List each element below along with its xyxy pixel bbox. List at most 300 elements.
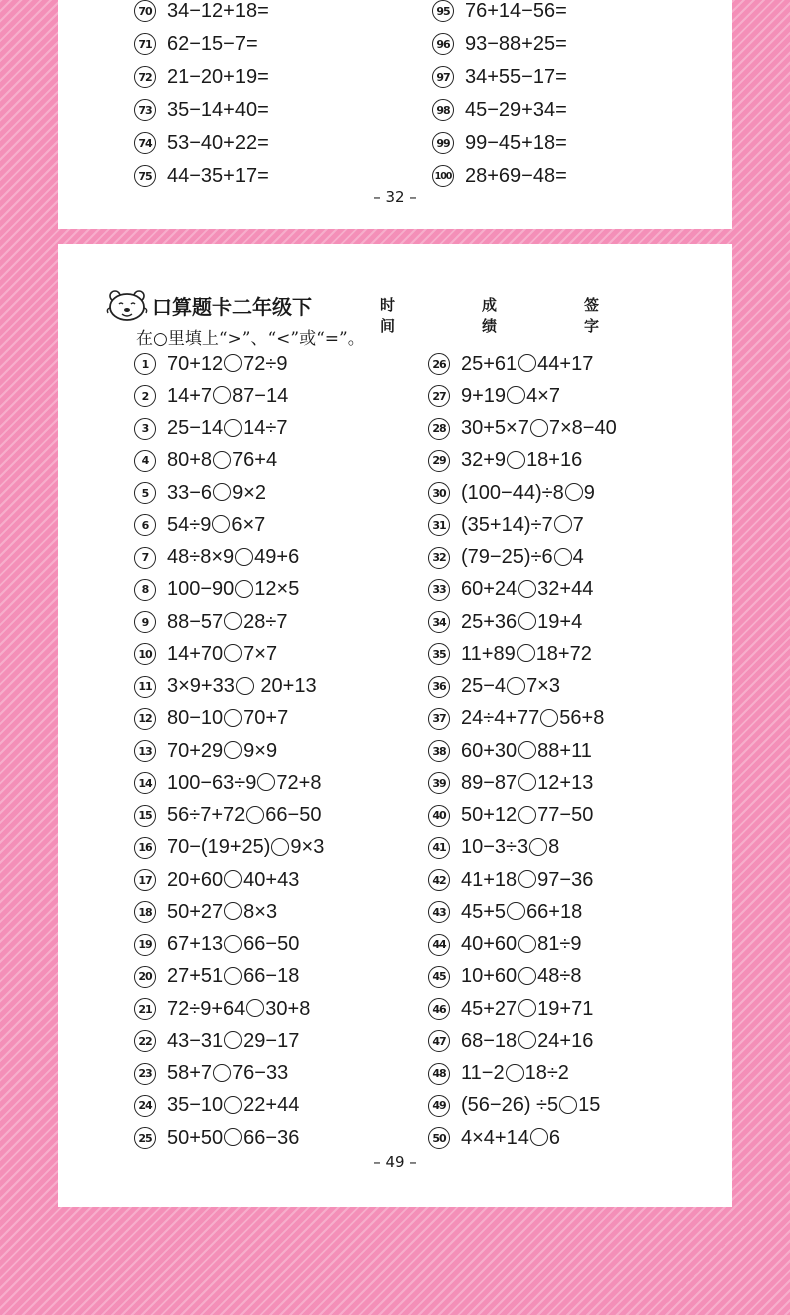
right-expression: 4: [572, 546, 584, 568]
answer-circle-blank[interactable]: [518, 870, 536, 888]
left-expression: 80−10: [167, 707, 224, 730]
left-expression: (79−25)÷6: [461, 546, 553, 568]
right-expression: 72÷9: [243, 352, 288, 375]
comparison-expression: [167, 707, 288, 730]
comparison-problem: [134, 768, 321, 798]
problem-number: 97: [432, 66, 454, 88]
answer-circle-blank[interactable]: [540, 709, 558, 727]
arithmetic-problem: [432, 29, 567, 59]
right-expression: 97−36: [537, 868, 594, 891]
comparison-problem: [428, 1026, 593, 1056]
comparison-problem: [428, 381, 560, 411]
comparison-problem: [428, 801, 593, 831]
comparison-expression: [461, 675, 560, 698]
comparison-expression: [167, 385, 288, 408]
answer-circle-blank[interactable]: [213, 386, 231, 404]
comparison-expression: [167, 514, 265, 537]
problem-number: 6: [134, 514, 156, 536]
comparison-expression: [167, 578, 299, 601]
problem-number: 13: [134, 740, 156, 762]
comparison-problem: [134, 833, 324, 863]
right-expression: 49+6: [254, 546, 300, 568]
left-expression: 43−31: [167, 1029, 224, 1052]
problem-number: 16: [134, 837, 156, 859]
comparison-problem: [428, 1091, 600, 1121]
left-expression: 70+29: [167, 739, 224, 762]
problem-number: 14: [134, 772, 156, 794]
right-expression: 28÷7: [243, 610, 288, 633]
problem-number: 42: [428, 869, 450, 891]
answer-circle-blank[interactable]: [246, 806, 264, 824]
left-expression: 27+51: [167, 965, 224, 988]
left-expression: 67+13: [167, 933, 224, 955]
comparison-expression: [461, 385, 560, 408]
arithmetic-problem: [134, 62, 269, 92]
arithmetic-problem: [134, 0, 269, 26]
left-expression: 25−4: [461, 675, 507, 697]
answer-circle-blank[interactable]: [507, 386, 525, 404]
right-expression: 22+44: [243, 1094, 300, 1117]
comparison-expression: [461, 1030, 593, 1053]
comparison-problem: [134, 1026, 299, 1056]
left-expression: 11+89: [461, 642, 516, 665]
right-expression: 81÷9: [537, 933, 582, 955]
answer-circle-blank[interactable]: [246, 999, 264, 1017]
comparison-problem: [134, 672, 317, 702]
comparison-expression: [167, 836, 324, 859]
problem-expression: 93−88+25=: [465, 32, 567, 55]
problem-number: 96: [432, 33, 454, 55]
comparison-expression: [167, 482, 266, 505]
answer-circle-blank[interactable]: [518, 612, 536, 630]
problem-expression: 62−15−7=: [167, 32, 258, 55]
arithmetic-problem: [432, 161, 567, 191]
problem-number: 17: [134, 869, 156, 891]
answer-circle-blank[interactable]: [518, 935, 536, 953]
comparison-expression: [461, 740, 592, 763]
right-expression: 87−14: [232, 384, 289, 407]
answer-circle-blank[interactable]: [224, 1096, 242, 1114]
right-expression: 15: [578, 1094, 601, 1117]
answer-circle-blank[interactable]: [235, 548, 253, 566]
arithmetic-problem: [432, 95, 567, 125]
problem-number: 73: [134, 99, 156, 121]
comparison-problem: [428, 994, 593, 1024]
answer-circle-blank[interactable]: [518, 354, 536, 372]
comparison-problem: [428, 865, 593, 895]
comparison-problem: [134, 381, 288, 411]
right-expression: 76+4: [232, 449, 278, 472]
right-expression: 66−50: [265, 804, 322, 826]
left-expression: 58+7: [167, 1062, 213, 1084]
problem-number: 72: [134, 66, 156, 88]
comparison-problem: [428, 478, 595, 508]
left-expression: 20+60: [167, 868, 224, 891]
comparison-expression: [461, 353, 593, 376]
answer-circle-blank[interactable]: [507, 451, 525, 469]
left-expression: 60+30: [461, 739, 518, 762]
comparison-problem: [428, 639, 592, 669]
left-expression: 11−2: [461, 1062, 505, 1084]
left-expression: 9+19: [461, 384, 507, 407]
comparison-expression: [167, 965, 299, 988]
comparison-expression: [461, 804, 593, 827]
answer-circle-blank[interactable]: [518, 967, 536, 985]
comparison-problem: [428, 543, 584, 573]
problem-number: 71: [134, 33, 156, 55]
left-expression: 50+12: [461, 804, 518, 826]
left-expression: 45+27: [461, 997, 518, 1020]
problem-number: 22: [134, 1030, 156, 1052]
problem-expression: 34−12+18=: [167, 0, 269, 22]
comparison-problem: [428, 736, 592, 766]
comparison-expression: [167, 1094, 299, 1117]
right-expression: 9: [583, 481, 595, 504]
problem-number: 40: [428, 805, 450, 827]
comparison-problem: [134, 704, 288, 734]
problem-number: 74: [134, 132, 156, 154]
comparison-expression: [461, 482, 595, 505]
problem-number: 11: [134, 676, 156, 698]
comparison-problem: [134, 510, 265, 540]
problem-number: 46: [428, 998, 450, 1020]
comparison-expression: [461, 449, 582, 472]
comparison-expression: [167, 417, 288, 440]
answer-circle-blank[interactable]: [213, 483, 231, 501]
answer-circle-blank[interactable]: [224, 419, 242, 437]
problem-number: 44: [428, 934, 450, 956]
right-expression: 48÷8: [537, 965, 582, 988]
comparison-problem: [428, 897, 582, 927]
right-expression: 6×7: [231, 513, 266, 536]
problem-number: 50: [428, 1127, 450, 1149]
comparison-problem: [428, 833, 559, 863]
right-expression: 66−18: [243, 965, 300, 988]
left-expression: 88−57: [167, 610, 224, 633]
answer-circle-blank[interactable]: [554, 548, 572, 566]
comparison-problem: [428, 1123, 560, 1153]
right-expression: 8: [548, 836, 560, 859]
comparison-problem: [134, 607, 288, 637]
right-expression: 56+8: [559, 707, 605, 730]
right-expression: 18÷2: [524, 1062, 569, 1084]
page-number: – 32 –: [373, 188, 417, 206]
comparison-expression: [461, 772, 593, 795]
comparison-problem: [134, 575, 299, 605]
problem-number: 10: [134, 643, 156, 665]
comparison-problem: [134, 1059, 288, 1089]
problem-number: 2: [134, 385, 156, 407]
problem-number: 70: [134, 0, 156, 22]
problem-number: 100: [432, 165, 454, 187]
right-expression: 30+8: [265, 997, 311, 1020]
answer-circle-blank[interactable]: [530, 1128, 548, 1146]
answer-circle-blank[interactable]: [507, 902, 525, 920]
right-expression: 77−50: [537, 804, 594, 826]
problem-expression: 53−40+22=: [167, 131, 269, 154]
problem-number: 12: [134, 708, 156, 730]
answer-circle-blank[interactable]: [224, 612, 242, 630]
comparison-problem: [134, 1091, 299, 1121]
comparison-expression: [167, 772, 321, 795]
right-expression: 6: [548, 1126, 560, 1149]
comparison-expression: [461, 514, 584, 537]
left-expression: 32+9: [461, 449, 507, 472]
left-expression: 35−10: [167, 1094, 224, 1117]
comparison-problem: [134, 639, 277, 669]
right-expression: 7: [572, 513, 584, 536]
answer-circle-blank[interactable]: [212, 515, 230, 533]
comparison-problem: [134, 349, 288, 379]
problem-number: 8: [134, 579, 156, 601]
right-expression: 29−17: [243, 1029, 300, 1052]
left-expression: 30+5×7: [461, 417, 529, 439]
left-expression: 100−90: [167, 578, 235, 601]
answer-circle-blank[interactable]: [271, 838, 289, 856]
comparison-expression: [461, 1094, 600, 1117]
right-expression: 44+17: [537, 352, 594, 375]
comparison-problem: [134, 962, 299, 992]
answer-circle-blank[interactable]: [224, 870, 242, 888]
comparison-problem: [134, 446, 277, 476]
answer-circle-blank[interactable]: [224, 354, 242, 372]
comparison-problem: [134, 736, 277, 766]
problem-number: 20: [134, 966, 156, 988]
comparison-expression: [461, 1062, 569, 1085]
right-expression: 70+7: [243, 707, 289, 730]
arithmetic-problem: [134, 161, 269, 191]
bear-face-icon: [106, 288, 148, 322]
problem-number: 95: [432, 0, 454, 22]
answer-circle-blank[interactable]: [224, 1031, 242, 1049]
comparison-expression: [167, 449, 277, 472]
answer-circle-blank[interactable]: [565, 483, 583, 501]
score-label: 成绩: [482, 296, 498, 335]
right-expression: 88+11: [537, 739, 592, 762]
problem-number: 21: [134, 998, 156, 1020]
comparison-problem: [428, 672, 560, 702]
right-expression: 19+4: [537, 610, 583, 633]
worksheet-page-49: [58, 244, 732, 1207]
answer-circle-blank[interactable]: [518, 1031, 536, 1049]
right-expression: 7×8−40: [548, 417, 617, 439]
comparison-problem: [134, 801, 321, 831]
left-expression: 72÷9+64: [167, 997, 246, 1020]
answer-circle-blank[interactable]: [530, 419, 548, 437]
problem-number: 47: [428, 1030, 450, 1052]
right-expression: 9×9: [243, 739, 278, 762]
left-expression: 48÷8×9: [167, 546, 235, 568]
comparison-expression: [167, 933, 299, 956]
comparison-problem: [428, 414, 617, 444]
problem-number: 28: [428, 418, 450, 440]
left-expression: 4×4+14: [461, 1126, 529, 1149]
problem-number: 5: [134, 482, 156, 504]
problem-number: 27: [428, 385, 450, 407]
comparison-problem: [428, 510, 584, 540]
comparison-expression: [461, 965, 582, 988]
right-expression: 19+71: [537, 997, 594, 1020]
comparison-problem: [428, 446, 582, 476]
comparison-expression: [167, 1030, 299, 1053]
right-expression: 4×7: [526, 384, 560, 407]
answer-circle-blank[interactable]: [224, 709, 242, 727]
answer-circle-blank[interactable]: [213, 451, 231, 469]
answer-circle-blank[interactable]: [224, 902, 242, 920]
left-expression: 14+7: [167, 384, 213, 407]
comparison-problem: [428, 930, 582, 960]
arithmetic-problem: [134, 128, 269, 158]
worksheet-page-32: [58, 0, 732, 229]
answer-circle-blank[interactable]: [554, 515, 572, 533]
problem-number: 23: [134, 1063, 156, 1085]
left-expression: 80+8: [167, 449, 213, 472]
left-expression: 70+12: [167, 352, 224, 375]
comparison-expression: [461, 1127, 560, 1150]
comparison-expression: [461, 901, 582, 924]
answer-circle-blank[interactable]: [559, 1096, 577, 1114]
left-expression: 60+24: [461, 578, 518, 601]
left-expression: 54÷9: [167, 513, 212, 536]
problem-number: 31: [428, 514, 450, 536]
comparison-expression: [461, 417, 617, 440]
problem-number: 18: [134, 901, 156, 923]
right-expression: 18+72: [535, 642, 592, 665]
problem-number: 19: [134, 934, 156, 956]
right-expression: 32+44: [537, 578, 594, 601]
right-expression: 9×2: [232, 481, 266, 504]
signature-label: 签字: [584, 296, 600, 335]
comparison-expression: [461, 869, 593, 892]
answer-circle-blank[interactable]: [224, 935, 242, 953]
right-expression: 7×7: [243, 642, 278, 665]
right-expression: 66−36: [243, 1126, 300, 1149]
comparison-expression: [461, 611, 582, 634]
problem-number: 9: [134, 611, 156, 633]
arithmetic-problem: [432, 62, 567, 92]
answer-circle-blank[interactable]: [235, 580, 253, 598]
comparison-expression: [167, 901, 277, 924]
comparison-problem: [134, 1123, 299, 1153]
comparison-problem: [134, 930, 299, 960]
problem-number: 48: [428, 1063, 450, 1085]
right-expression: 18+16: [526, 449, 583, 472]
problem-number: 25: [134, 1127, 156, 1149]
left-expression: 10+60: [461, 965, 518, 988]
left-expression: 100−63÷9: [167, 771, 257, 794]
problem-number: 26: [428, 353, 450, 375]
problem-number: 15: [134, 805, 156, 827]
left-expression: 3×9+33: [167, 675, 235, 697]
right-expression: 7×3: [526, 675, 560, 697]
left-expression: 56÷7+72: [167, 804, 246, 826]
problem-expression: 99−45+18=: [465, 131, 567, 154]
right-expression: 24+16: [537, 1029, 594, 1052]
problem-number: 4: [134, 450, 156, 472]
problem-number: 29: [428, 450, 450, 472]
comparison-problem: [428, 607, 582, 637]
answer-circle-blank[interactable]: [224, 1128, 242, 1146]
comparison-expression: [461, 836, 559, 859]
left-expression: (100−44)÷8: [461, 481, 564, 504]
answer-circle-blank[interactable]: [529, 838, 547, 856]
instruction-text: 在○里填上“>”、“<”或“=”。: [136, 329, 365, 349]
right-expression: 9×3: [290, 836, 325, 859]
answer-circle-blank[interactable]: [518, 741, 536, 759]
problem-number: 36: [428, 676, 450, 698]
answer-circle-blank[interactable]: [518, 999, 536, 1017]
comparison-expression: [461, 578, 593, 601]
comparison-problem: [134, 994, 310, 1024]
arithmetic-problem: [134, 29, 258, 59]
right-expression: 66+18: [526, 900, 583, 923]
answer-circle-blank[interactable]: [224, 741, 242, 759]
right-expression: 66−50: [243, 933, 300, 955]
comparison-expression: [461, 707, 604, 730]
right-expression: 8×3: [243, 900, 278, 923]
left-expression: 68−18: [461, 1029, 518, 1052]
problem-number: 30: [428, 482, 450, 504]
right-expression: 72+8: [276, 771, 322, 794]
arithmetic-problem: [134, 95, 269, 125]
problem-expression: 45−29+34=: [465, 98, 567, 121]
comparison-expression: [167, 353, 288, 376]
problem-number: 45: [428, 966, 450, 988]
comparison-expression: [167, 740, 277, 763]
comparison-expression: [167, 804, 321, 827]
left-expression: 50+27: [167, 900, 224, 923]
comparison-expression: [167, 611, 288, 634]
answer-circle-blank[interactable]: [236, 677, 254, 695]
problem-number: 37: [428, 708, 450, 730]
answer-circle-blank[interactable]: [224, 967, 242, 985]
answer-circle-blank[interactable]: [518, 773, 536, 791]
left-expression: 33−6: [167, 481, 213, 504]
problem-number: 34: [428, 611, 450, 633]
problem-number: 32: [428, 547, 450, 569]
answer-circle-blank[interactable]: [257, 773, 275, 791]
comparison-expression: [167, 643, 277, 666]
comparison-problem: [134, 478, 266, 508]
problem-number: 39: [428, 772, 450, 794]
answer-circle-blank[interactable]: [517, 644, 535, 662]
answer-circle-blank[interactable]: [507, 677, 525, 695]
comparison-expression: [461, 933, 582, 956]
problem-number: 3: [134, 418, 156, 440]
answer-circle-blank[interactable]: [518, 580, 536, 598]
left-expression: 50+50: [167, 1126, 224, 1149]
problem-number: 99: [432, 132, 454, 154]
right-expression: 40+43: [243, 868, 300, 891]
left-expression: 25+61: [461, 352, 518, 375]
problem-number: 38: [428, 740, 450, 762]
right-expression: 14÷7: [243, 417, 288, 439]
right-expression: 12+13: [537, 771, 594, 794]
left-expression: (35+14)÷7: [461, 513, 553, 536]
problem-expression: 28+69−48=: [465, 164, 567, 187]
comparison-expression: [167, 675, 317, 698]
worksheet-header: [106, 288, 600, 335]
answer-circle-blank[interactable]: [224, 644, 242, 662]
problem-number: 41: [428, 837, 450, 859]
problem-number: 33: [428, 579, 450, 601]
problem-number: 1: [134, 353, 156, 375]
comparison-problem: [134, 897, 277, 927]
answer-circle-blank[interactable]: [506, 1064, 524, 1082]
answer-circle-blank[interactable]: [213, 1064, 231, 1082]
comparison-problem: [428, 1059, 569, 1089]
answer-circle-blank[interactable]: [518, 806, 536, 824]
